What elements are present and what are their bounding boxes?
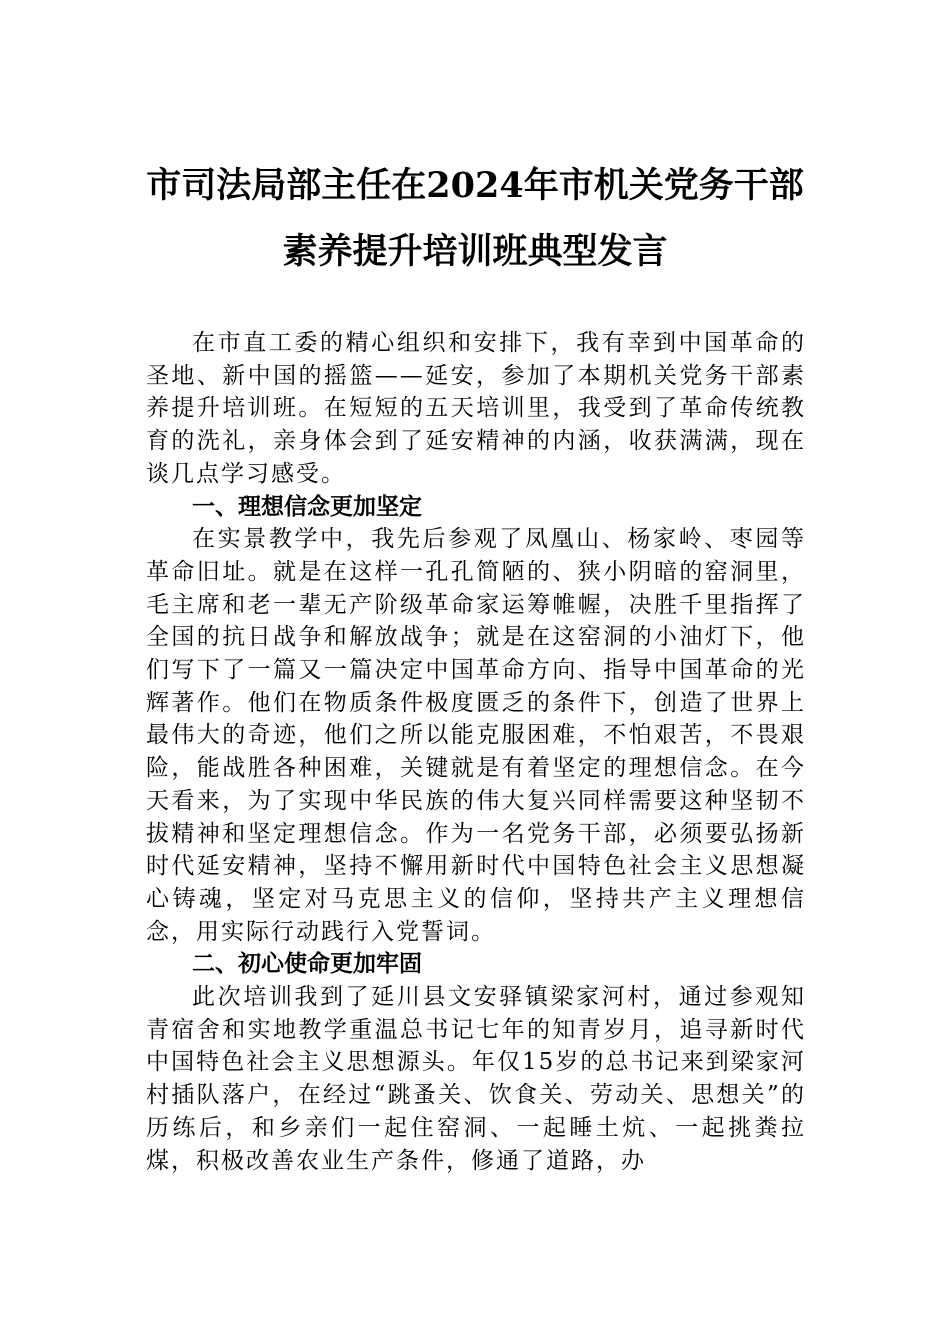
paragraph-section-1: 在实景教学中，我先后参观了凤凰山、杨家岭、枣园等革命旧址。就是在这样一孔孔简陋的、狭小阴暗的窑洞里，毛主席和老一辈无产阶级革命家运筹帷幄，决胜千里指挥了全国的抗日战争和解放战争；就是在这窑洞的小油灯下，他们写下了一篇又一篇决定中国革命方向、指导中国革命的光辉著作。他们在物质条件极度匮乏的条件下，创造了世界上最伟大的奇迹，他们之所以能克服困难，不怕艰苦，不畏艰险，能战胜各种困难，关键就是有着坚定的理想信念。在今天看来，为了实现中华民族的伟大复兴同样需要这种坚韧不拔精神和坚定理想信念。作为一名党务干部，必须要弘扬新时代延安精神，坚持不懈用新时代中国特色社会主义思想凝心铸魂，坚定对马克思主义的信仰，坚持共产主义理想信念，用实际行动践行入党誓词。 [146,526,806,945]
paragraph-intro: 在市直工委的精心组织和安排下，我有幸到中国革命的圣地、新中国的摇篮——延安，参加了本期机关党务干部素养提升培训班。在短短的五天培训里，我受到了革命传统教育的洗礼，亲身体会到了延安精神的内涵，收获满满，现在谈几点学习感受。 [146,330,806,487]
document-title-line-2: 素养提升培训班典型发言 [282,231,668,272]
paragraph-section-2: 此次培训我到了延川县文安驿镇梁家河村，通过参观知青宿舍和实地教学重温总书记七年的知青岁月，追寻新时代中国特色社会主义思想源头。年仅15岁的总书记来到梁家河村插队落户，在经过“跳蚤关、饮食关、劳动关、思想关”的历练后，和乡亲们一起住窑洞、一起睡土炕、一起挑粪拉煤，积极改善农业生产条件，修通了道路，办 [146,984,806,1174]
section-heading-1: 一、理想信念更加坚定 [192,493,422,520]
document-body [146,327,806,1177]
section-heading-2: 二、初心使命更加牢固 [192,951,422,978]
document-title-line-1: 市司法局部主任在2024年市机关党务干部 [146,165,804,206]
